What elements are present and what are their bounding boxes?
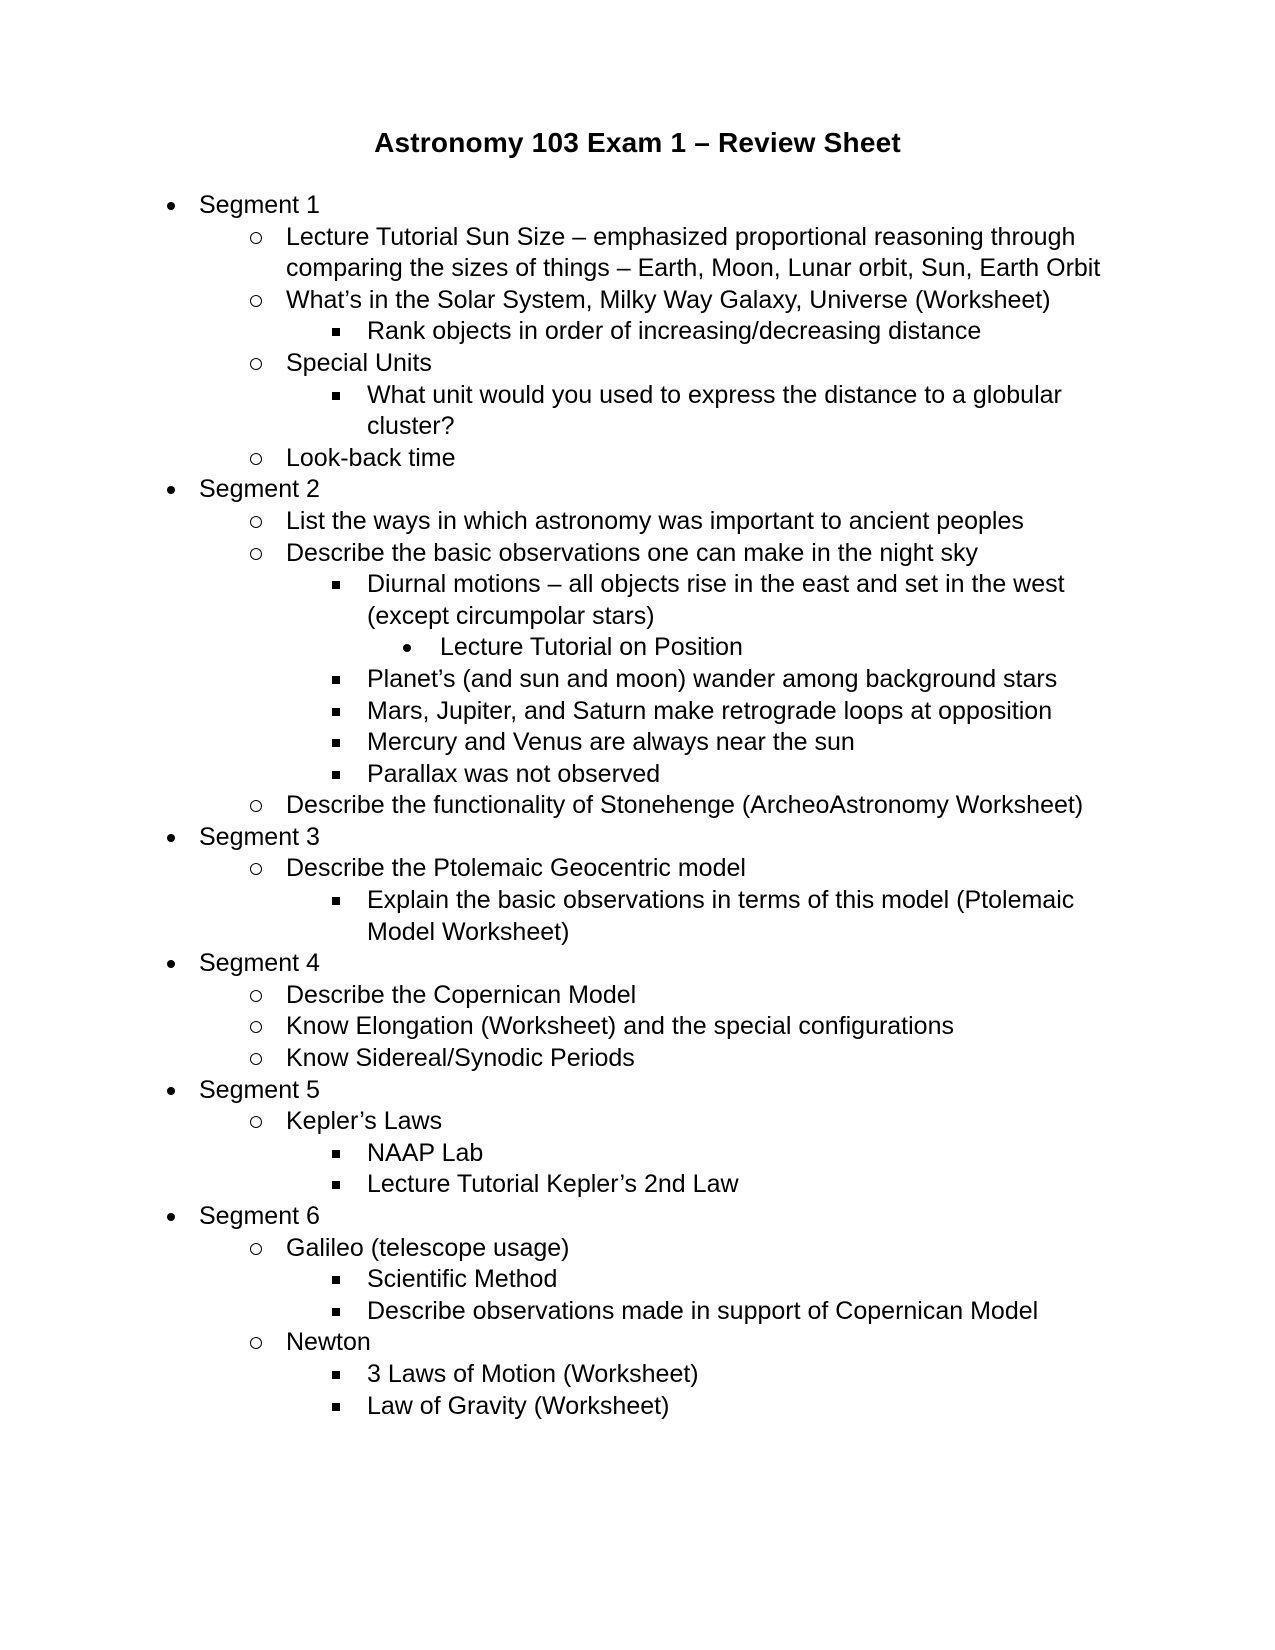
list-item-text: Parallax was not observed [367,759,661,788]
list-item-text: NAAP Lab [367,1138,484,1167]
list-item-text: Segment 5 [199,1075,320,1104]
list-item-text: Segment 4 [199,949,320,978]
bullet-disc-icon [403,644,411,652]
list-item-text: Segment 2 [199,475,320,504]
bullet-square-icon [332,1150,340,1158]
bullet-square-icon [332,771,340,779]
list-item [0,506,1125,538]
list-item-text: Kepler’s Laws [286,1107,443,1136]
list-item-segment-4 [0,948,1125,980]
bullet-circle-icon [250,453,262,465]
bullet-circle-icon [250,863,262,875]
bullet-circle-icon [250,1337,262,1349]
list-item-text: List the ways in which astronomy was important to ancient peoples [286,506,1024,535]
bullet-circle-icon [250,990,262,1002]
bullet-circle-icon [250,1021,262,1033]
list-item [0,1169,1125,1201]
list-item-text: Describe the Ptolemaic Geocentric model [286,854,746,883]
list-item [0,1233,1125,1265]
bullet-square-icon [332,1276,340,1284]
list-item [0,348,1125,380]
list-item-text: Describe observations made in support of Copernican Model [367,1296,1039,1325]
bullet-circle-icon [250,800,262,812]
bullet-square-icon [332,581,340,589]
list-item [0,443,1125,475]
list-item-text: Rank objects in order of increasing/decreasing distance [367,317,982,346]
list-item [0,1359,1125,1391]
list-item [0,696,1125,728]
list-item [0,569,1125,632]
list-item-segment-2 [0,474,1125,506]
list-item-text: Know Elongation (Worksheet) and the special configurations [286,1012,954,1041]
bullet-square-icon [332,1308,340,1316]
list-item-text: Segment 1 [199,191,320,219]
list-item [0,1264,1125,1296]
list-item [0,664,1125,696]
list-item [0,1391,1125,1423]
list-item-segment-1 [0,190,1125,222]
bullet-circle-icon [250,295,262,307]
list-item-text: Explain the basic observations in terms of this model (Ptolemaic Model Worksheet) [367,886,1075,946]
list-item-text: What’s in the Solar System, Milky Way Galaxy, Universe (Worksheet) [286,285,1051,314]
bullet-disc-icon [167,202,175,210]
list-item-text: Lecture Tutorial on Position [440,633,743,662]
list-item [0,1011,1125,1043]
bullet-circle-icon [250,1053,262,1065]
bullet-square-icon [332,676,340,684]
list-item [0,790,1125,822]
bullet-disc-icon [167,1213,175,1221]
list-item [0,285,1125,317]
document-title: Astronomy 103 Exam 1 – Review Sheet [374,127,901,158]
list-item-text: Lecture Tutorial Kepler’s 2nd Law [367,1170,739,1199]
list-item-text: Diurnal motions – all objects rise in the east and set in the west (except circumpolar stars) [367,570,1065,630]
list-item [0,538,1125,570]
list-item [0,1106,1125,1138]
list-item-text: Planet’s (and sun and moon) wander among background stars [367,664,1058,693]
bullet-square-icon [332,328,340,336]
bullet-square-icon [332,1371,340,1379]
list-item-text: Scientific Method [367,1265,558,1294]
bullet-disc-icon [167,834,175,842]
bullet-circle-icon [250,1116,262,1128]
list-item-text: Law of Gravity (Worksheet) [367,1391,670,1420]
list-item-text: Newton [286,1328,371,1357]
list-item [0,1296,1125,1328]
list-item [0,885,1125,948]
bullet-circle-icon [250,1243,262,1255]
bullet-square-icon [332,392,340,400]
bullet-disc-icon [167,1087,175,1095]
list-item-text: Describe the Copernican Model [286,980,637,1009]
list-item-text: Describe the functionality of Stonehenge (ArcheoAstronomy Worksheet) [286,791,1084,820]
bullet-circle-icon [250,232,262,244]
list-item-text: Mars, Jupiter, and Saturn make retrograde loops at opposition [367,696,1053,725]
list-item-text: Mercury and Venus are always near the sun [367,728,855,757]
bullet-disc-icon [167,960,175,968]
bullet-square-icon [332,897,340,905]
list-item-text: Segment 3 [199,822,320,851]
list-item [0,980,1125,1012]
list-item-segment-5 [0,1075,1125,1107]
list-item [0,853,1125,885]
list-item-text: 3 Laws of Motion (Worksheet) [367,1359,699,1388]
list-item-text: Galileo (telescope usage) [286,1233,570,1262]
list-item-segment-6 [0,1201,1125,1233]
list-item [0,632,1125,664]
bullet-square-icon [332,1403,340,1411]
bullet-circle-icon [250,516,262,528]
bullet-circle-icon [250,358,262,370]
list-item [0,759,1125,791]
list-item-segment-3 [0,822,1125,854]
list-item-text: Segment 6 [199,1202,320,1230]
bullet-square-icon [332,708,340,716]
list-item-text: What unit would you used to express the distance to a globular cluster? [367,380,1062,441]
list-item-text: Describe the basic observations one can make in the night sky [286,538,979,567]
bullet-circle-icon [250,548,262,560]
list-item-text: Look-back time [286,443,456,472]
list-item [0,222,1125,285]
list-item [0,316,1125,348]
list-item [0,1043,1125,1075]
list-item [0,727,1125,759]
list-item [0,380,1125,443]
bullet-list [0,190,1125,1422]
list-item-text: Special Units [286,348,432,377]
list-item-text: Know Sidereal/Synodic Periods [286,1044,635,1073]
bullet-square-icon [332,739,340,747]
bullet-disc-icon [167,486,175,494]
list-item [0,1138,1125,1170]
list-item [0,1327,1125,1359]
bullet-square-icon [332,1181,340,1189]
list-item-text: Lecture Tutorial Sun Size – emphasized proportional reasoning through comparing the sizes of things – Earth, Moon, Lunar orbit, Sun, Earth Orbit [286,222,1101,283]
